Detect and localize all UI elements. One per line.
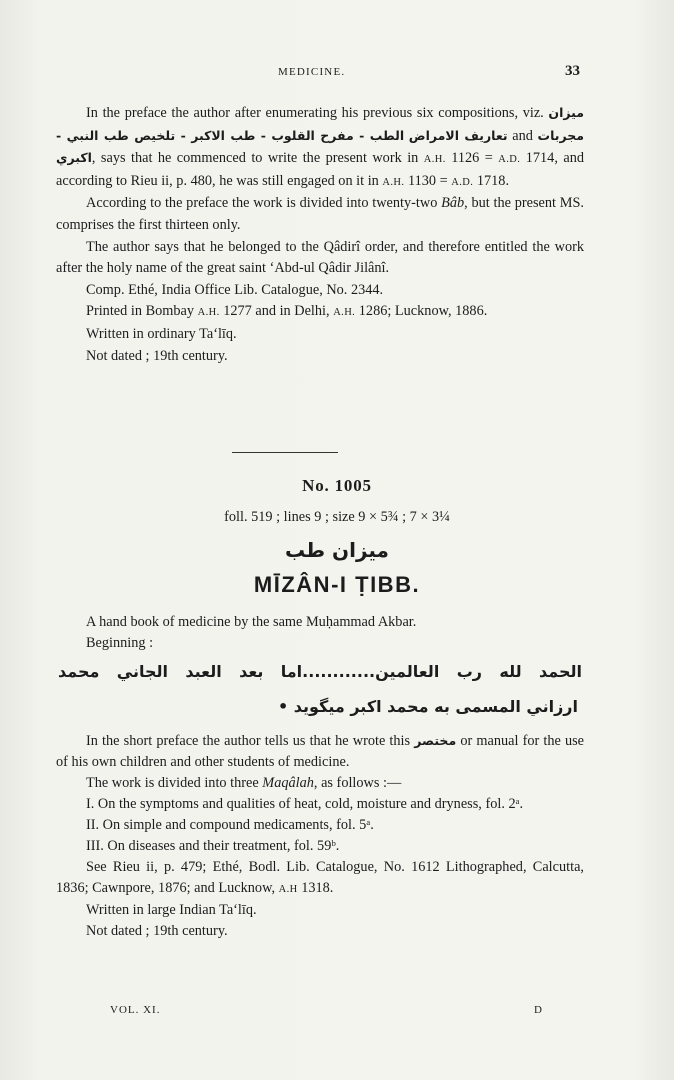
entry-title: MĪZÂN-I ṬIBB.	[253, 572, 421, 597]
maqalah-2: II. On simple and compound medicaments, fol. 5ᵃ.	[86, 817, 374, 833]
running-head	[0, 63, 674, 86]
arabic-mukhtasar: مختصر	[414, 733, 457, 748]
bab-paragraph: According to the preface the work is divided into twenty-two Bâb, but the present MS. comprises the first thirteen only.	[56, 195, 585, 233]
written-paragraph: Written in ordinary Ta‘līq.	[86, 325, 237, 342]
dated-paragraph: Not dated ; 19th century.	[86, 347, 228, 364]
printed-paragraph: Printed in Bombay A.H. 1277 and in Delhi, A.H. 1286; Lucknow, 1886.	[86, 303, 488, 320]
preface-paragraph: In the preface the author after enumerating his previous six compositions, viz. ميزان الطب - مفرح القلوب - طب الاكبر - تلخيص طب النبي - تعاريف الامراض and مجربات اكبري, says that he commenced to write the present work in A.H. 1126 = A.D. 1714, and according to Rieu ii, p. 480, he was still engaged on it in A.H. 1130 = A.D. 1718.	[56, 105, 585, 189]
dated-note: Not dated ; 19th century.	[86, 923, 228, 939]
division-paragraph: The work is divided into three Maqâlah, as follows :—	[86, 775, 402, 791]
written-note: Written in large Indian Ta‘līq.	[86, 902, 257, 918]
running-head-title: MEDICINE.	[278, 66, 346, 78]
folio-details: foll. 519 ; lines 9 ; size 9 × 5¾ ; 7 × 3¼	[224, 509, 450, 525]
see-also-paragraph: See Rieu ii, p. 479; Ethé, Bodl. Lib. Catalogue, No. 1612 Lithographed, Calcutta, 1836; Cawnpore, 1876; and Lucknow, A.H 1318.	[56, 859, 584, 896]
beginning-label: Beginning :	[86, 635, 154, 651]
page-footer	[0, 1004, 674, 1020]
page-number: 33	[565, 63, 580, 79]
arabic-compositions: ميزان الطب - مفرح القلوب - طب الاكبر - تلخيص طب النبي -	[56, 105, 584, 143]
volume-label: VOL. XI.	[110, 1004, 161, 1016]
signature-mark: D	[534, 1004, 542, 1016]
maqalah-3: III. On diseases and their treatment, fol. 59ᵇ.	[86, 838, 340, 854]
arabic-taarif: تعاريف الامراض	[408, 127, 508, 143]
beginning-arabic-line-2: ارزاني المسمى به محمد اكبر ميگويد •	[277, 697, 578, 716]
entry-number: No. 1005	[302, 476, 372, 495]
arabic-title: ميزان طب	[285, 538, 389, 562]
qadiri-paragraph: The author says that he belonged to the Qâdirî order, and therefore entitled the work after the holy name of the great saint ‘Abd-ul Qâdir Jilânî.	[56, 238, 584, 277]
beginning-arabic-line-1: الحمد لله رب العالمين............اما بعد العبد الجاني محمد	[58, 662, 582, 681]
short-preface-paragraph: In the short preface the author tells us that he wrote this مختصر or manual for the use of his own children and other students of medicine.	[56, 733, 585, 770]
maqalah-1: I. On the symptoms and qualities of heat, cold, moisture and dryness, fol. 2ᵃ.	[86, 796, 524, 812]
previous-entry-text	[56, 102, 584, 367]
comp-paragraph: Comp. Ethé, India Office Lib. Catalogue, No. 2344.	[86, 281, 384, 298]
entry-text	[56, 612, 584, 942]
arabic-mujarrabat: مجربات اكبري	[56, 127, 585, 166]
section-divider	[232, 452, 338, 453]
description: A hand book of medicine by the same Muḥammad Akbar.	[86, 614, 417, 630]
